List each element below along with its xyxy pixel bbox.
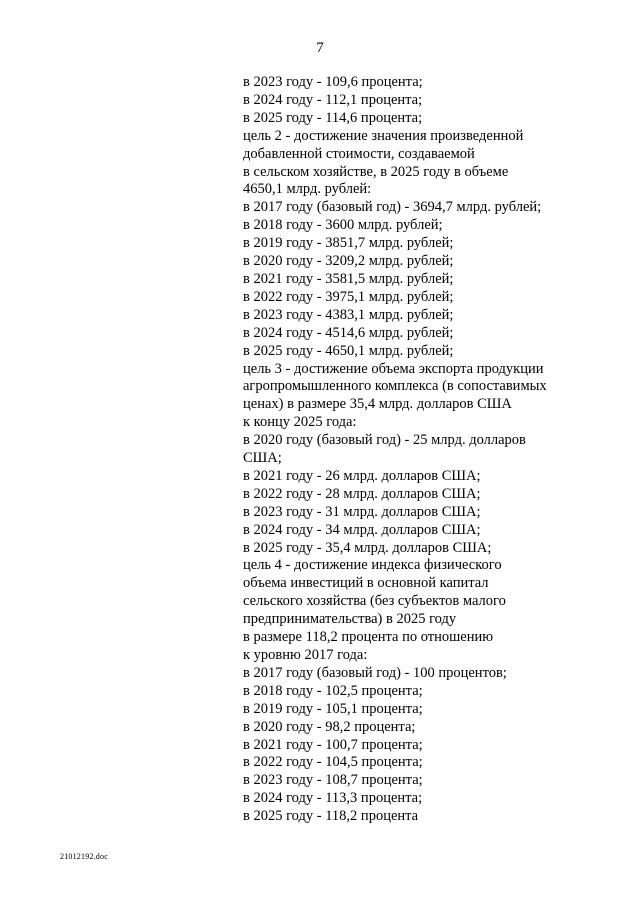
text-line: в 2021 году - 3581,5 млрд. рублей; — [243, 270, 454, 287]
text-line: предпринимательства) в 2025 году — [243, 611, 457, 628]
text-line: в сельском хозяйстве, в 2025 году в объеме — [243, 163, 509, 180]
text-line: в 2025 году - 4650,1 млрд. рублей; — [243, 342, 454, 359]
text-line: в 2020 году - 3209,2 млрд. рублей; — [243, 253, 454, 270]
text-line: в 2024 году - 4514,6 млрд. рублей; — [243, 324, 454, 341]
text-line: в 2022 году - 104,5 процента; — [243, 754, 423, 771]
text-line: в 2022 году - 28 млрд. долларов США; — [243, 485, 481, 502]
text-line: в 2025 году - 35,4 млрд. долларов США; — [243, 539, 492, 556]
text-line: в 2023 году - 31 млрд. долларов США; — [243, 503, 481, 520]
text-line: в 2019 году - 105,1 процента; — [243, 700, 423, 717]
text-line: к уровню 2017 года: — [243, 647, 368, 663]
text-line: в 2025 году - 118,2 процента — [243, 808, 419, 825]
text-line: в 2023 году - 4383,1 млрд. рублей; — [243, 306, 454, 323]
page-number: 7 — [316, 40, 324, 56]
text-line: агропромышленного комплекса (в сопоставимых — [243, 378, 547, 395]
text-line: в 2023 году - 109,6 процента; — [243, 74, 423, 90]
text-line: в 2017 году (базовый год) - 100 процентов; — [243, 664, 507, 681]
text-line: в 2023 году - 108,7 процента; — [243, 772, 423, 789]
text-line: в 2020 году - 98,2 процента; — [243, 718, 416, 735]
text-line: в 2018 году - 3600 млрд. рублей; — [243, 217, 443, 234]
text-line: в размере 118,2 процента по отношению — [243, 629, 494, 646]
document-body — [243, 74, 547, 826]
text-line: в 2020 году (базовый год) - 25 млрд. долларов — [243, 432, 526, 449]
text-line: 4650,1 млрд. рублей: — [243, 181, 372, 198]
text-line: в 2021 году - 26 млрд. долларов США; — [243, 467, 481, 484]
text-line: цель 2 - достижение значения произведенной — [243, 127, 524, 144]
text-line: в 2025 году - 114,6 процента; — [243, 109, 423, 126]
text-line: в 2019 году - 3851,7 млрд. рублей; — [243, 235, 454, 252]
text-line: ценах) в размере 35,4 млрд. долларов США — [243, 396, 512, 413]
footer-filename: 21012192.doc — [60, 852, 108, 861]
text-line: в 2017 году (базовый год) - 3694,7 млрд. рублей; — [243, 199, 542, 216]
text-line: в 2018 году - 102,5 процента; — [243, 682, 423, 699]
text-line: в 2021 году - 100,7 процента; — [243, 736, 423, 753]
text-line: объема инвестиций в основной капитал — [243, 575, 489, 592]
text-line: к концу 2025 года: — [243, 414, 357, 431]
text-line: в 2024 году - 34 млрд. долларов США; — [243, 521, 481, 538]
text-line: в 2024 году - 112,1 процента; — [243, 91, 423, 108]
text-line: в 2024 году - 113,3 процента; — [243, 790, 423, 807]
text-line: США; — [243, 450, 282, 467]
text-line: цель 3 - достижение объема экспорта продукции — [243, 360, 544, 377]
text-line: в 2022 году - 3975,1 млрд. рублей; — [243, 288, 454, 305]
text-line: сельского хозяйства (без субъектов малого — [243, 593, 506, 610]
text-line: добавленной стоимости, создаваемой — [243, 145, 475, 162]
text-line: цель 4 - достижение индекса физического — [243, 557, 502, 574]
